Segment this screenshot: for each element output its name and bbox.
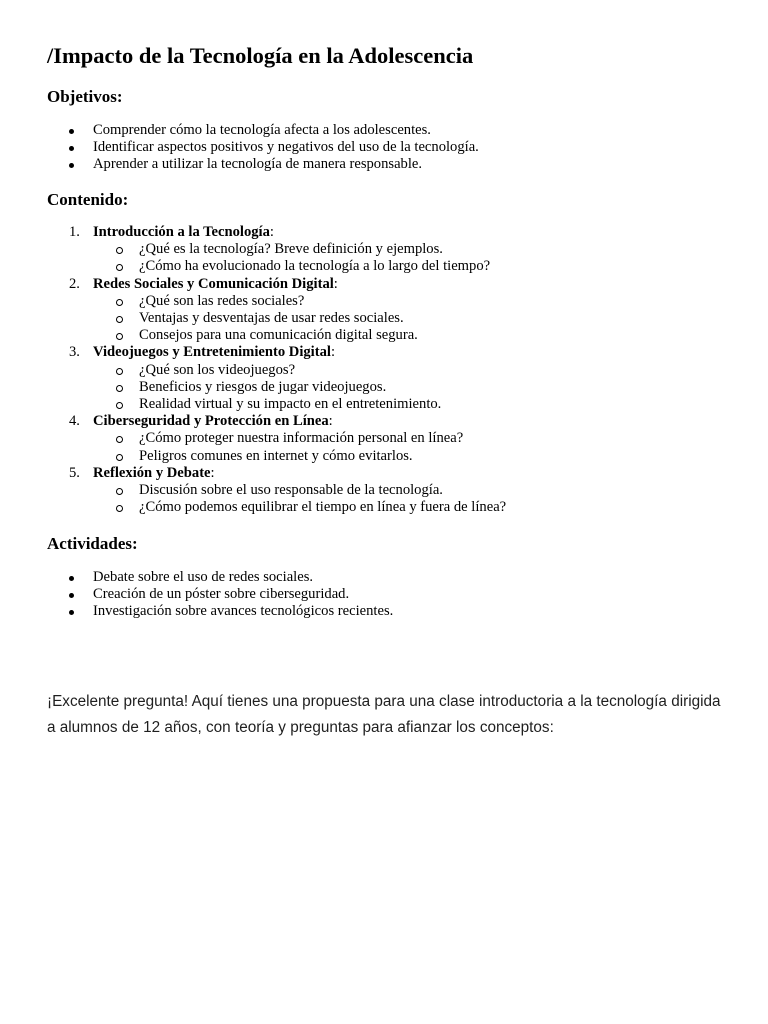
section-item: ¿Cómo podemos equilibrar el tiempo en línea y fuera de línea? bbox=[93, 499, 506, 516]
section-item: Peligros comunes en internet y cómo evitarlos. bbox=[93, 448, 506, 465]
content-section: 3. Videojuegos y Entretenimiento Digital: ¿Qué son los videojuegos? Beneficios y riesgos de jugar videojuegos. Realidad virtual y su impacto en el entretenimiento. bbox=[47, 344, 506, 413]
section-items bbox=[93, 482, 506, 516]
objective-item: Aprender a utilizar la tecnología de manera responsable. bbox=[47, 156, 479, 173]
content-section: 4. Ciberseguridad y Protección en Línea: ¿Cómo proteger nuestra información personal en línea? Peligros comunes en internet y cómo evitarlos. bbox=[47, 413, 506, 465]
section-items bbox=[93, 430, 506, 464]
circle-bullet-icon bbox=[116, 368, 123, 375]
section-title: Reflexión y Debate bbox=[93, 464, 211, 481]
section-number: 1. bbox=[69, 224, 80, 240]
section-item: Realidad virtual y su impacto en el entretenimiento. bbox=[93, 396, 506, 413]
section-item: Consejos para una comunicación digital segura. bbox=[93, 327, 506, 344]
section-item: ¿Qué son los videojuegos? bbox=[93, 362, 506, 379]
activity-item: Debate sobre el uso de redes sociales. bbox=[47, 569, 393, 586]
content-section: 2. Redes Sociales y Comunicación Digital: ¿Qué son las redes sociales? Ventajas y desventajas de usar redes sociales. Consejos para una comunicación digital segura. bbox=[47, 276, 506, 345]
circle-bullet-icon bbox=[116, 505, 123, 512]
section-number: 5. bbox=[69, 464, 80, 481]
circle-bullet-icon bbox=[116, 385, 123, 392]
circle-bullet-icon bbox=[116, 402, 123, 409]
section-title: Introducción a la Tecnología bbox=[93, 224, 270, 240]
section-title: Ciberseguridad y Protección en Línea bbox=[93, 413, 329, 430]
section-number: 3. bbox=[69, 344, 80, 361]
objectives-heading: Objetivos: bbox=[47, 87, 123, 106]
objective-item: Comprender cómo la tecnología afecta a los adolescentes. bbox=[47, 122, 479, 139]
content-section: 5. Reflexión y Debate: Discusión sobre el uso responsable de la tecnología. ¿Cómo podemos equilibrar el tiempo en línea y fuera de línea? bbox=[69, 464, 507, 516]
circle-bullet-icon bbox=[116, 264, 123, 271]
circle-bullet-icon bbox=[116, 333, 123, 340]
bullet-icon bbox=[69, 163, 74, 168]
section-title: Videojuegos y Entretenimiento Digital bbox=[93, 344, 331, 361]
bullet-icon bbox=[69, 146, 74, 151]
bullet-icon bbox=[69, 129, 74, 134]
section-items bbox=[93, 293, 506, 345]
circle-bullet-icon bbox=[116, 454, 123, 461]
circle-bullet-icon bbox=[116, 299, 123, 306]
content-list bbox=[47, 224, 506, 516]
activity-item: Creación de un póster sobre ciberseguridad. bbox=[47, 586, 393, 603]
section-item: ¿Cómo ha evolucionado la tecnología a lo largo del tiempo? bbox=[93, 258, 506, 275]
section-item: Ventajas y desventajas de usar redes sociales. bbox=[93, 310, 506, 327]
circle-bullet-icon bbox=[116, 436, 123, 443]
bullet-icon bbox=[69, 576, 74, 581]
section-item: ¿Qué es la tecnología? Breve definición y ejemplos. bbox=[93, 241, 506, 258]
bullet-icon bbox=[69, 593, 74, 598]
section-item: ¿Cómo proteger nuestra información personal en línea? bbox=[93, 430, 506, 447]
section-items bbox=[93, 241, 506, 275]
objective-item: Identificar aspectos positivos y negativos del uso de la tecnología. bbox=[47, 139, 479, 156]
content-heading: Contenido: bbox=[47, 190, 129, 209]
section-number: 4. bbox=[69, 413, 80, 430]
content-section: 1. Introducción a la Tecnología: ¿Qué es la tecnología? Breve definición y ejemplos. ¿Cómo ha evolucionado la tecnología a lo largo del tiempo? bbox=[47, 224, 506, 276]
bullet-icon bbox=[69, 610, 74, 615]
activity-item: Investigación sobre avances tecnológicos recientes. bbox=[47, 603, 393, 620]
section-title: Redes Sociales y Comunicación Digital bbox=[93, 275, 334, 292]
section-item: Beneficios y riesgos de jugar videojuegos. bbox=[93, 379, 506, 396]
section-items bbox=[93, 362, 506, 414]
circle-bullet-icon bbox=[116, 488, 123, 495]
document-title: /Impacto de la Tecnología en la Adolescencia bbox=[47, 43, 474, 68]
circle-bullet-icon bbox=[116, 247, 123, 254]
section-item: ¿Qué son las redes sociales? bbox=[93, 293, 506, 310]
objectives-list bbox=[47, 122, 479, 173]
activities-heading: Actividades: bbox=[47, 534, 138, 553]
section-item: Discusión sobre el uso responsable de la tecnología. bbox=[93, 482, 506, 499]
section-number: 2. bbox=[69, 275, 80, 292]
activities-list bbox=[47, 569, 393, 620]
circle-bullet-icon bbox=[116, 316, 123, 323]
chat-response-text: ¡Excelente pregunta! Aquí tienes una propuesta para una clase introductoria a la tecnología dirigida a alumnos de 12 años, con teoría y preguntas para afianzar los conceptos: bbox=[47, 693, 721, 736]
